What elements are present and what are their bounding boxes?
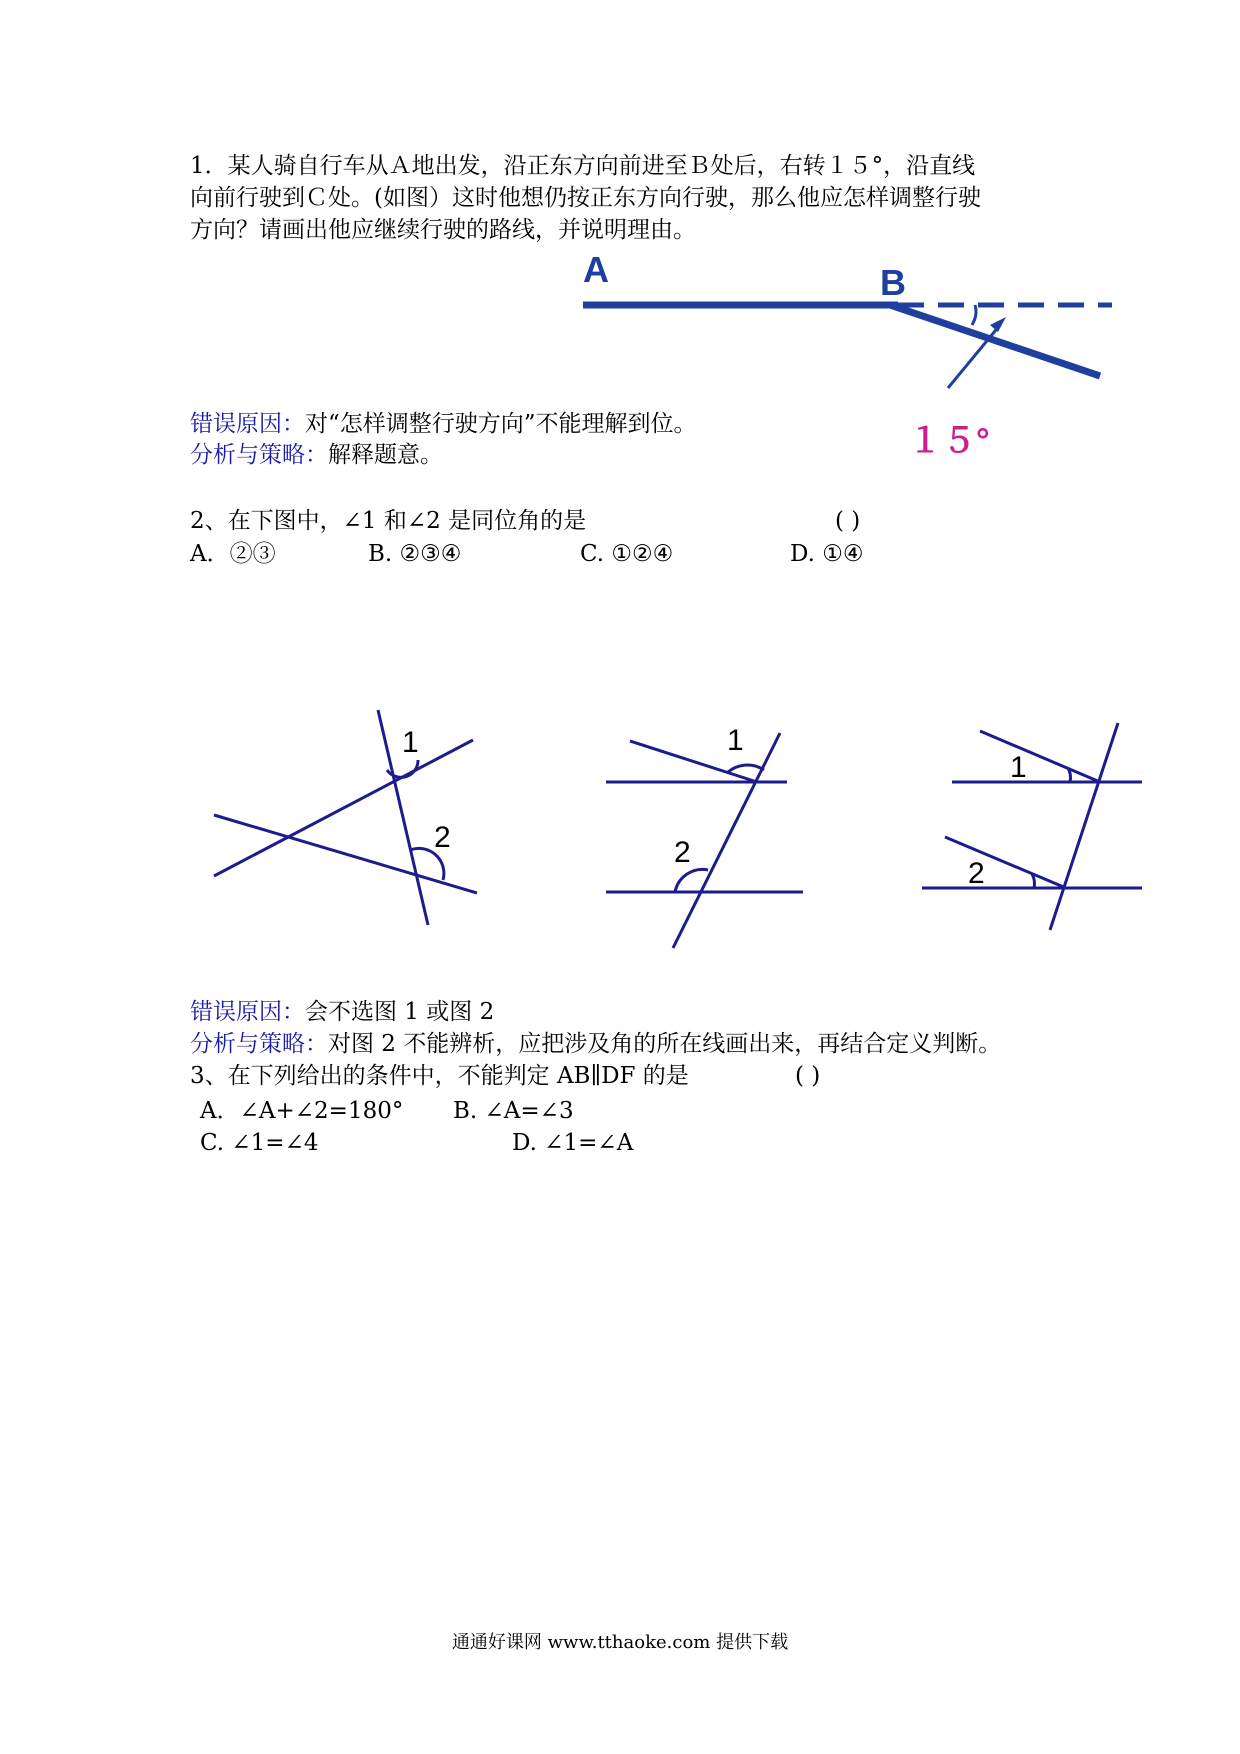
q2-error-text: 会不选图 1 或图 2 (305, 999, 495, 1025)
fig1-angle1-label: 1 (402, 726, 419, 759)
q3-option-c: C. ∠1=∠4 (200, 1130, 319, 1156)
q2-strategy (190, 1028, 1001, 1060)
fig2-angle2-label: 2 (674, 836, 691, 869)
q1-error-label: 错误原因： (190, 411, 305, 437)
q3-stem: 3、在下列给出的条件中，不能判定 AB∥DF 的是 (190, 1063, 689, 1089)
q1-error-text: 对“怎样调整行驶方向”不能理解到位。 (305, 411, 697, 437)
q3-option-d: D. ∠1=∠A (512, 1130, 634, 1156)
q1-strategy-label: 分析与策略： (190, 442, 328, 468)
q2-option-c: C. ①②④ (580, 541, 674, 567)
fig3-angle2-label: 2 (968, 857, 985, 890)
fig3-angle2-arc (1032, 874, 1034, 888)
q1-line-3: 方向？请画出他应继续行驶的路线，并说明理由。 (190, 217, 696, 243)
q2-option-a: A．②③ (190, 541, 276, 567)
fig1-angle2-label: 2 (434, 821, 451, 854)
q2-figure-3 (922, 723, 1142, 930)
q2-figure-2 (606, 733, 803, 948)
q3-option-b: B. ∠A=∠3 (453, 1098, 574, 1124)
q2-option-b: B. ②③④ (368, 541, 462, 567)
fig3-angle1-label: 1 (1010, 751, 1027, 784)
fig2-angle1-label: 1 (727, 724, 744, 757)
fig2-angle1-arc (727, 765, 764, 773)
q2-strategy-label: 分析与策略： (190, 1031, 328, 1057)
q3-option-a: A．∠A+∠2=180° (200, 1098, 404, 1124)
q1-strategy-text: 解释题意。 (328, 442, 443, 468)
q1-line-1: 1．某人骑自行车从Ａ地出发，沿正东方向前进至Ｂ处后，右转１５°，沿直线 (190, 153, 976, 179)
label-a: A (583, 249, 609, 290)
q2-option-d: D. ①④ (790, 541, 864, 567)
q3-answer-paren: ( ) (795, 1063, 821, 1089)
q2-error-label: 错误原因： (190, 999, 305, 1025)
page-footer: 通通好课网 www.tthaoke.com 提供下载 (451, 1632, 789, 1653)
fig3-angle1-arc (1068, 768, 1070, 782)
fig3-slanted-lower (945, 837, 1066, 888)
q2-stem: 2、在下图中，∠1 和∠2 是同位角的是 (190, 508, 587, 534)
q2-error (190, 996, 494, 1028)
fig3-slanted-upper (980, 731, 1100, 782)
angle-15-label: １５° (908, 422, 990, 460)
q1-line-2: 向前行驶到Ｃ处。(如图）这时他想仍按正东方向行驶，那么他应怎样调整行驶 (190, 185, 981, 211)
q2-strategy-text: 对图 2 不能辨析，应把涉及角的所在线画出来，再结合定义判断。 (328, 1031, 1002, 1057)
label-b: B (880, 262, 906, 303)
fig1-line-upper (214, 740, 473, 876)
q2-answer-paren: ( ) (835, 508, 861, 534)
q2-figure-1 (214, 710, 477, 925)
fig3-transversal (1050, 723, 1118, 930)
